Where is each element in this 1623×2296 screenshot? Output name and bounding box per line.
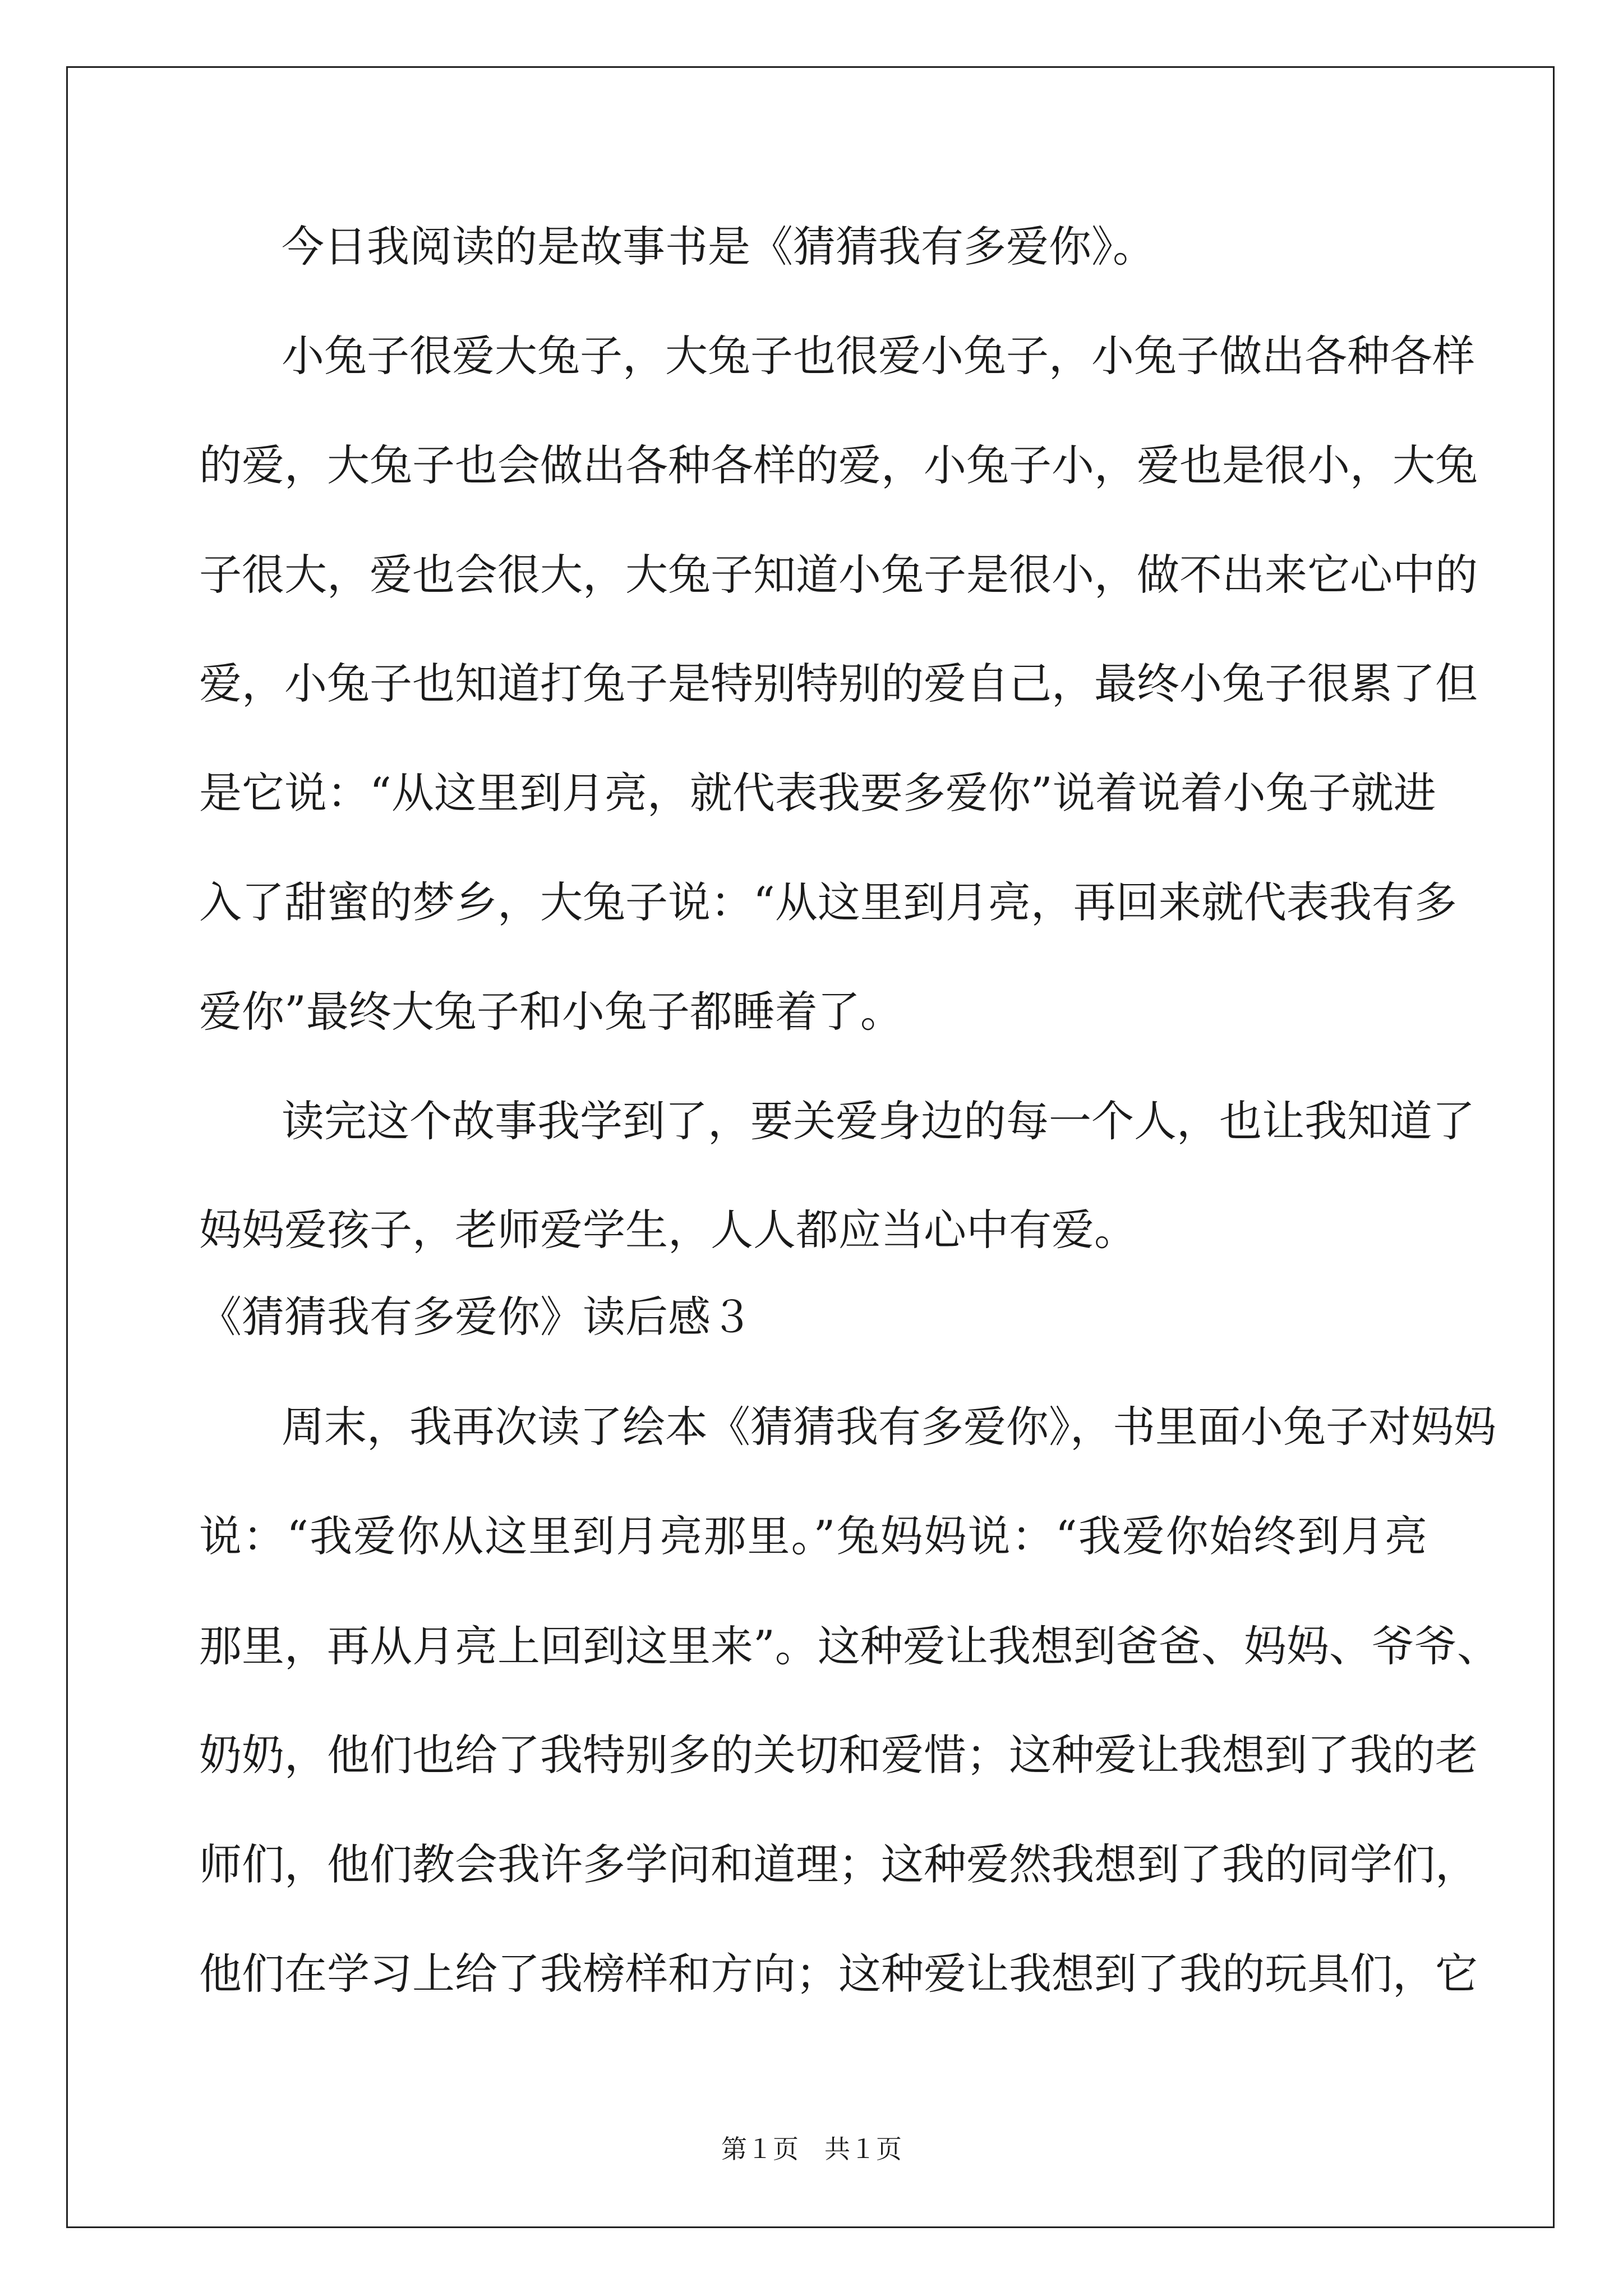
paragraph-3-line-1: 读完这个故事我学到了，要关爱身边的每一个人，也让我知道了	[282, 1096, 1475, 1146]
paragraph-4-line-4: 奶奶，他们也给了我特别多的关切和爱惜；这种爱让我想到了我的老	[199, 1730, 1478, 1780]
paragraph-2-line-5: 是它说：“从这里到月亮，就代表我要多爱你”说着说着小兔子就进	[199, 768, 1436, 818]
paragraph-4-line-1: 周末，我再次读了绘本《猜猜我有多爱你》，书里面小兔子对妈妈	[282, 1402, 1496, 1452]
paragraph-4-line-5: 师们，他们教会我许多学问和道理；这种爱然我想到了我的同学们，	[199, 1839, 1478, 1889]
page-number-footer: 第１页 共１页	[721, 2134, 902, 2164]
paragraph-3-line-2: 妈妈爱孩子，老师爱学生，人人都应当心中有爱。	[199, 1205, 1137, 1255]
section-heading: 《猜猜我有多爱你》读后感３	[199, 1292, 753, 1342]
paragraph-2-line-2: 的爱，大兔子也会做出各种各样的爱，小兔子小，爱也是很小，大兔	[199, 440, 1478, 490]
paragraph-4-line-2: 说：“我爱你从这里到月亮那里。”兔妈妈说：“我爱你始终到月亮	[199, 1511, 1427, 1561]
paragraph-2-line-4: 爱，小兔子也知道打兔子是特别特别的爱自己，最终小兔子很累了但	[199, 659, 1478, 708]
paragraph-2-line-3: 子很大，爱也会很大，大兔子知道小兔子是很小，做不出来它心中的	[199, 550, 1478, 600]
paragraph-2-line-7: 爱你”最终大兔子和小兔子都睡着了。	[199, 987, 903, 1037]
page-border	[66, 66, 1555, 2228]
paragraph-2-line-1: 小兔子很爱大兔子，大兔子也很爱小兔子，小兔子做出各种各样	[282, 331, 1475, 381]
paragraph-4-line-3: 那里，再从月亮上回到这里来”。这种爱让我想到爸爸、妈妈、爷爷、	[199, 1621, 1500, 1671]
paragraph-4-line-6: 他们在学习上给了我榜样和方向；这种爱让我想到了我的玩具们，它	[199, 1949, 1478, 1999]
paragraph-2-line-6: 入了甜蜜的梦乡，大兔子说：“从这里到月亮，再回来就代表我有多	[199, 877, 1457, 927]
paragraph-1-line-1: 今日我阅读的是故事书是《猜猜我有多爱你》。	[282, 222, 1155, 272]
